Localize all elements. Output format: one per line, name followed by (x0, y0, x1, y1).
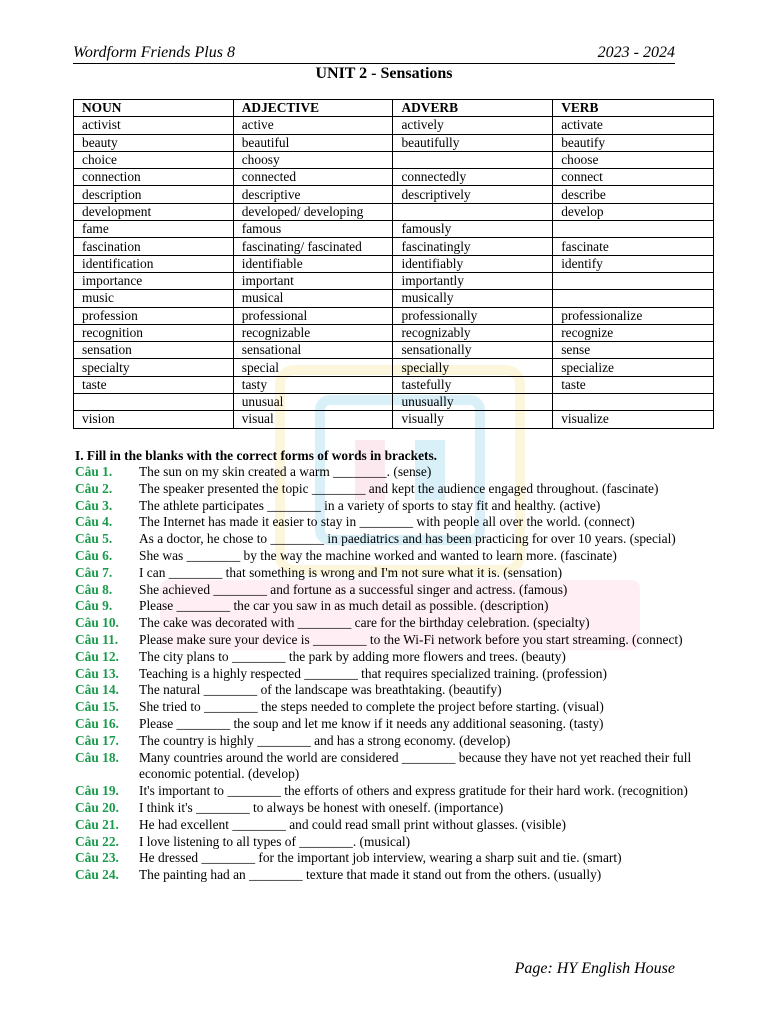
question-number: Câu 22. (75, 833, 119, 849)
question-item (75, 750, 695, 784)
table-cell: sensational (233, 342, 393, 359)
question-text: She achieved ________ and fortune as a successful singer and actress. (famous) (139, 581, 568, 597)
page-header (73, 44, 675, 64)
question-item (75, 464, 695, 481)
table-cell: visually (393, 411, 553, 428)
question-text: The sun on my skin created a warm ________. (sense) (139, 464, 432, 479)
question-text: She was ________ by the way the machine worked and wanted to learn more. (fascinate) (139, 547, 617, 563)
question-text: The speaker presented the topic ________ and kept the audience engaged throughout. (fascinate) (139, 480, 659, 496)
table-cell: famously (393, 221, 553, 238)
table-cell: professional (233, 307, 393, 324)
question-item (75, 850, 695, 867)
table-cell: tasty (233, 376, 393, 393)
question-number: Câu 21. (75, 816, 119, 832)
table-cell: recognizably (393, 324, 553, 341)
question-item (75, 716, 695, 733)
table-cell: descriptive (233, 186, 393, 203)
table-cell: importantly (393, 272, 553, 289)
question-item (75, 649, 695, 666)
table-cell: descriptively (393, 186, 553, 203)
table-row (74, 134, 714, 151)
question-text: He dressed ________ for the important job interview, wearing a sharp suit and tie. (smart) (139, 850, 622, 866)
table-row (74, 203, 714, 220)
question-item (75, 783, 695, 800)
table-cell: taste (74, 376, 234, 393)
table-cell: specially (393, 359, 553, 376)
unit-title: UNIT 2 - Sensations (315, 65, 453, 82)
question-item (75, 498, 695, 515)
question-text: The Internet has made it easier to stay in ________ with people all over the world. (connect) (139, 514, 635, 530)
table-row (74, 221, 714, 238)
table-cell (74, 394, 234, 411)
table-cell: specialty (74, 359, 234, 376)
question-text: The athlete participates ________ in a variety of sports to stay fit and healthy. (active) (139, 497, 601, 513)
table-cell: visualize (553, 411, 714, 428)
table-cell (553, 221, 714, 238)
question-number: Câu 6. (75, 547, 113, 563)
question-number: Câu 15. (75, 699, 119, 715)
question-text: Please make sure your device is ________ to the Wi-Fi network before you start streaming. (connect) (139, 631, 683, 647)
table-cell: vision (74, 411, 234, 428)
table-cell: description (74, 186, 234, 203)
table-cell: choosy (233, 151, 393, 168)
table-cell (553, 394, 714, 411)
table-cell (553, 290, 714, 307)
question-item (75, 514, 695, 531)
question-number: Câu 11. (75, 631, 119, 647)
question-item (75, 867, 695, 884)
page-footer: Page: HY English House (514, 960, 675, 977)
question-text: Please ________ the car you saw in as much detail as possible. (description) (139, 598, 549, 614)
question-item (75, 817, 695, 834)
table-cell: beautiful (233, 134, 393, 151)
table-cell: visual (233, 411, 393, 428)
question-item (75, 481, 695, 498)
table-cell: fascinate (553, 238, 714, 255)
table-row (74, 411, 714, 428)
table-cell: specialize (553, 359, 714, 376)
question-item (75, 733, 695, 750)
question-number: Câu 2. (75, 480, 113, 496)
table-cell: choose (553, 151, 714, 168)
header-verb: VERB (553, 100, 714, 117)
table-cell: profession (74, 307, 234, 324)
table-row (74, 359, 714, 376)
table-cell: connect (553, 169, 714, 186)
question-text: I love listening to all types of ________. (musical) (139, 833, 411, 849)
question-text: Many countries around the world are considered ________ because they have not yet reached their full economic potential. (develop) (139, 749, 692, 782)
table-cell: important (233, 272, 393, 289)
question-text: Please ________ the soup and let me know if it needs any additional seasoning. (tasty) (139, 715, 604, 731)
question-item (75, 632, 695, 649)
question-text: The cake was decorated with ________ care for the birthday celebration. (specialty) (139, 615, 590, 631)
table-cell (553, 272, 714, 289)
question-number: Câu 19. (75, 783, 119, 799)
question-number: Câu 7. (75, 564, 113, 580)
table-cell: fascination (74, 238, 234, 255)
question-text: It's important to ________ the efforts of others and express gratitude for their hard work. (recognition) (139, 783, 688, 799)
question-number: Câu 23. (75, 850, 119, 866)
table-cell: musically (393, 290, 553, 307)
header-adjective: ADJECTIVE (233, 100, 393, 117)
question-text: As a doctor, he chose to ________ in paediatrics and has been practicing for over 10 years. (special) (139, 531, 676, 547)
table-row (74, 324, 714, 341)
question-number: Câu 10. (75, 615, 119, 631)
word-form-table (73, 99, 714, 429)
table-cell: connected (233, 169, 393, 186)
table-cell: unusually (393, 394, 553, 411)
table-cell: develop (553, 203, 714, 220)
question-number: Câu 14. (75, 682, 119, 698)
question-text: I can ________ that something is wrong and I'm not sure what it is. (sensation) (139, 564, 563, 580)
question-number: Câu 17. (75, 732, 119, 748)
table-cell: beauty (74, 134, 234, 151)
table-cell: sensation (74, 342, 234, 359)
question-item (75, 582, 695, 599)
table-header-row (74, 100, 714, 117)
table-cell: special (233, 359, 393, 376)
question-item (75, 565, 695, 582)
table-cell: fame (74, 221, 234, 238)
table-cell: fascinatingly (393, 238, 553, 255)
table-cell: recognizable (233, 324, 393, 341)
question-number: Câu 18. (75, 749, 119, 765)
question-text: Teaching is a highly respected ________ that requires specialized training. (profession) (139, 665, 607, 681)
table-cell: connection (74, 169, 234, 186)
question-item (75, 834, 695, 851)
question-text: The natural ________ of the landscape was breathtaking. (beautify) (139, 682, 502, 698)
question-number: Câu 3. (75, 497, 113, 513)
table-cell: sensationally (393, 342, 553, 359)
question-number: Câu 1. (75, 464, 113, 479)
table-cell: identifiably (393, 255, 553, 272)
question-number: Câu 9. (75, 598, 113, 614)
question-text: I think it's ________ to always be honest with oneself. (importance) (139, 799, 504, 815)
question-item (75, 666, 695, 683)
table-cell: importance (74, 272, 234, 289)
header-school-year: 2023 - 2024 (597, 44, 675, 61)
table-row (74, 376, 714, 393)
table-cell: identifiable (233, 255, 393, 272)
table-cell: sense (553, 342, 714, 359)
table-cell: musical (233, 290, 393, 307)
table-row (74, 272, 714, 289)
table-cell: professionally (393, 307, 553, 324)
table-row (74, 238, 714, 255)
table-cell: unusual (233, 394, 393, 411)
question-number: Câu 24. (75, 867, 119, 883)
table-cell: professionalize (553, 307, 714, 324)
question-item (75, 682, 695, 699)
table-cell: fascinating/ fascinated (233, 238, 393, 255)
table-cell (393, 151, 553, 168)
question-number: Câu 8. (75, 581, 113, 597)
question-text: The painting had an ________ texture that made it stand out from the others. (usually) (139, 867, 602, 883)
question-number: Câu 12. (75, 648, 119, 664)
question-text: The city plans to ________ the park by adding more flowers and trees. (beauty) (139, 648, 566, 664)
table-row (74, 342, 714, 359)
question-item (75, 699, 695, 716)
table-cell: connectedly (393, 169, 553, 186)
question-number: Câu 16. (75, 715, 119, 731)
table-cell: beautify (553, 134, 714, 151)
question-item (75, 548, 695, 565)
table-body (74, 117, 714, 428)
question-text: She tried to ________ the steps needed to complete the project before starting. (visual) (139, 699, 604, 715)
question-item (75, 598, 695, 615)
question-number: Câu 5. (75, 531, 113, 547)
table-row (74, 307, 714, 324)
table-cell: describe (553, 186, 714, 203)
question-text: The country is highly ________ and has a strong economy. (develop) (139, 732, 511, 748)
table-cell: identification (74, 255, 234, 272)
table-cell: taste (553, 376, 714, 393)
table-cell: recognize (553, 324, 714, 341)
question-list (75, 464, 695, 884)
exercise-heading: I. Fill in the blanks with the correct forms of words in brackets. (75, 448, 438, 463)
table-cell: famous (233, 221, 393, 238)
table-cell: tastefully (393, 376, 553, 393)
table-cell: development (74, 203, 234, 220)
question-text: He had excellent ________ and could read small print without glasses. (visible) (139, 816, 566, 832)
table-cell: beautifully (393, 134, 553, 151)
question-number: Câu 13. (75, 665, 119, 681)
table-row (74, 117, 714, 134)
table-row (74, 151, 714, 168)
question-number: Câu 20. (75, 799, 119, 815)
table-cell: choice (74, 151, 234, 168)
table-cell: activist (74, 117, 234, 134)
question-number: Câu 4. (75, 514, 113, 530)
table-row (74, 290, 714, 307)
table-row (74, 169, 714, 186)
table-cell: identify (553, 255, 714, 272)
table-row (74, 186, 714, 203)
header-noun: NOUN (74, 100, 234, 117)
header-book-title: Wordform Friends Plus 8 (73, 44, 235, 61)
table-cell: actively (393, 117, 553, 134)
header-adverb: ADVERB (393, 100, 553, 117)
table-row (74, 394, 714, 411)
table-cell: developed/ developing (233, 203, 393, 220)
question-item (75, 531, 695, 548)
table-cell: recognition (74, 324, 234, 341)
question-item (75, 615, 695, 632)
table-cell: activate (553, 117, 714, 134)
question-item (75, 800, 695, 817)
table-cell (393, 203, 553, 220)
table-cell: active (233, 117, 393, 134)
table-cell: music (74, 290, 234, 307)
table-row (74, 255, 714, 272)
